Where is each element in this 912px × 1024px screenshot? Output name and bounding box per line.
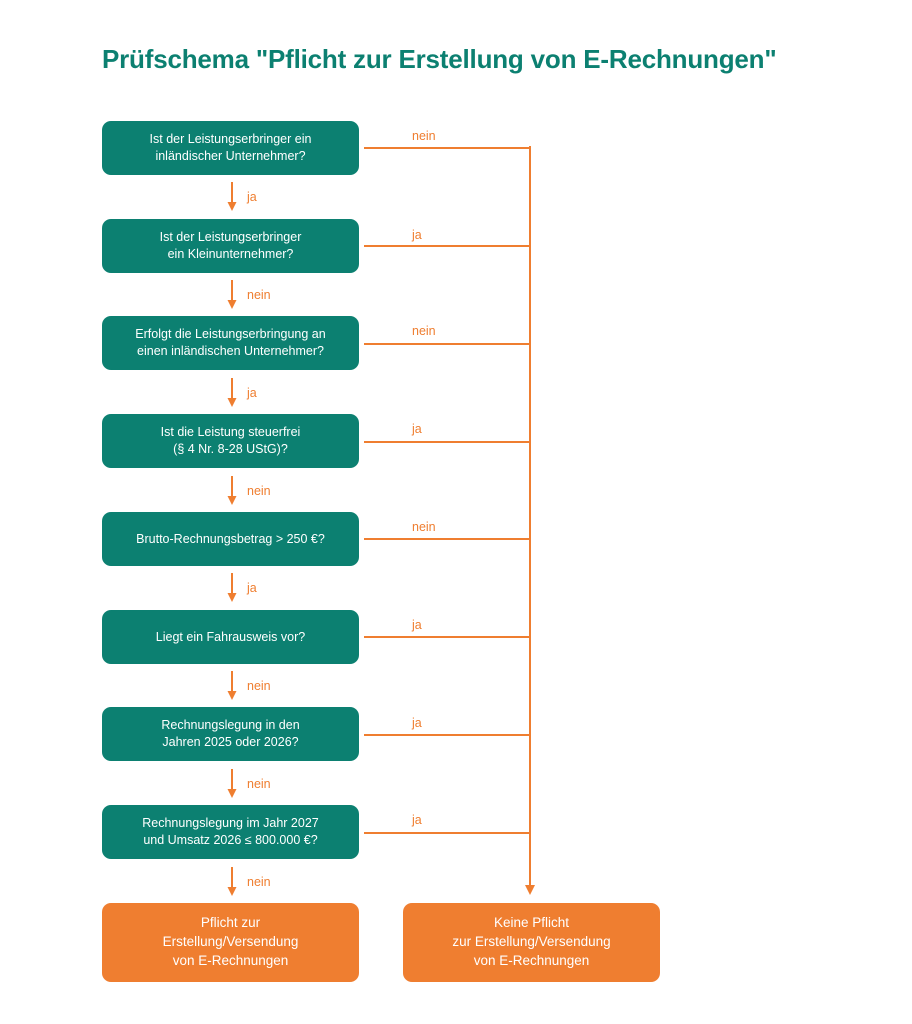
branch-line-q1 [364, 147, 531, 149]
q2-line1: Ist der Leistungserbringer [159, 230, 302, 245]
edge-label-q8-nein: nein [247, 875, 271, 889]
decision-node-q4 [102, 414, 359, 468]
decision-node-q3 [102, 316, 359, 370]
branch-label-q4: ja [412, 422, 422, 436]
branch-line-q4 [364, 441, 531, 443]
q1-line2: inländischer Unternehmer? [155, 149, 306, 163]
q7-line1: Rechnungslegung in den [161, 718, 300, 733]
q6-line1: Liegt ein Fahrausweis vor? [155, 629, 306, 644]
r1-line2: Erstellung/Versendung [162, 934, 299, 950]
edge-label-q7-nein: nein [247, 777, 271, 791]
edge-label-q3-ja: ja [247, 386, 257, 400]
q4-line1: Ist die Leistung steuerfrei [160, 425, 301, 440]
branch-label-q8: ja [412, 813, 422, 827]
branch-line-q7 [364, 734, 531, 736]
arrow-down-q7-q8 [225, 769, 239, 799]
r2-line3: von E-Rechnungen [473, 952, 590, 968]
arrow-down-q2-q3 [225, 280, 239, 310]
arrow-down-q1-q2 [225, 182, 239, 212]
branch-label-q7: ja [412, 716, 422, 730]
q5-line1: Brutto-Rechnungsbetrag > 250 €? [136, 531, 325, 546]
edge-label-q4-nein: nein [247, 484, 271, 498]
edge-label-q2-nein: nein [247, 288, 271, 302]
branch-label-q6: ja [412, 618, 422, 632]
arrow-down-q4-q5 [225, 476, 239, 506]
q1-line1: Ist der Leistungserbringer ein [149, 132, 312, 147]
branch-line-q6 [364, 636, 531, 638]
q3-line2: einen inländischen Unternehmer? [137, 344, 324, 358]
branch-rail-vertical [529, 146, 531, 886]
arrow-down-q5-q6 [225, 573, 239, 603]
decision-node-q7 [102, 707, 359, 761]
arrow-down-q6-q7 [225, 671, 239, 701]
edge-label-q6-nein: nein [247, 679, 271, 693]
arrow-down-q8-result [225, 867, 239, 897]
r1-line3: von E-Rechnungen [172, 952, 289, 968]
branch-line-q5 [364, 538, 531, 540]
q7-line2: Jahren 2025 oder 2026? [162, 735, 299, 749]
q2-line2: ein Kleinunternehmer? [167, 247, 294, 261]
outcome-node-no-obligation [403, 903, 660, 982]
q4-line2: (§ 4 Nr. 8-28 UStG)? [173, 442, 288, 456]
branch-label-q1: nein [412, 129, 436, 143]
q8-line1: Rechnungslegung im Jahr 2027 [142, 816, 319, 831]
r2-line1: Keine Pflicht [493, 915, 570, 931]
edge-label-q5-ja: ja [247, 581, 257, 595]
q8-line2: und Umsatz 2026 ≤ 800.000 €? [143, 833, 318, 847]
r1-line1: Pflicht zur [200, 915, 261, 931]
branch-line-q8 [364, 832, 531, 834]
outcome-node-obligation [102, 903, 359, 982]
arrow-down-q3-q4 [225, 378, 239, 408]
edge-label-q1-ja: ja [247, 190, 257, 204]
branch-label-q3: nein [412, 324, 436, 338]
branch-label-q5: nein [412, 520, 436, 534]
arrow-down-rail-result [522, 880, 538, 894]
decision-node-q1 [102, 121, 359, 175]
decision-node-q2 [102, 219, 359, 273]
branch-line-q3 [364, 343, 531, 345]
q3-line1: Erfolgt die Leistungserbringung an [135, 327, 326, 342]
decision-node-q6 [102, 610, 359, 664]
page-title: Prüfschema "Pflicht zur Erstellung von E-Rechnungen" [102, 44, 777, 74]
r2-line2: zur Erstellung/Versendung [452, 934, 611, 950]
decision-node-q8 [102, 805, 359, 859]
branch-label-q2: ja [412, 228, 422, 242]
branch-line-q2 [364, 245, 531, 247]
decision-node-q5 [102, 512, 359, 566]
